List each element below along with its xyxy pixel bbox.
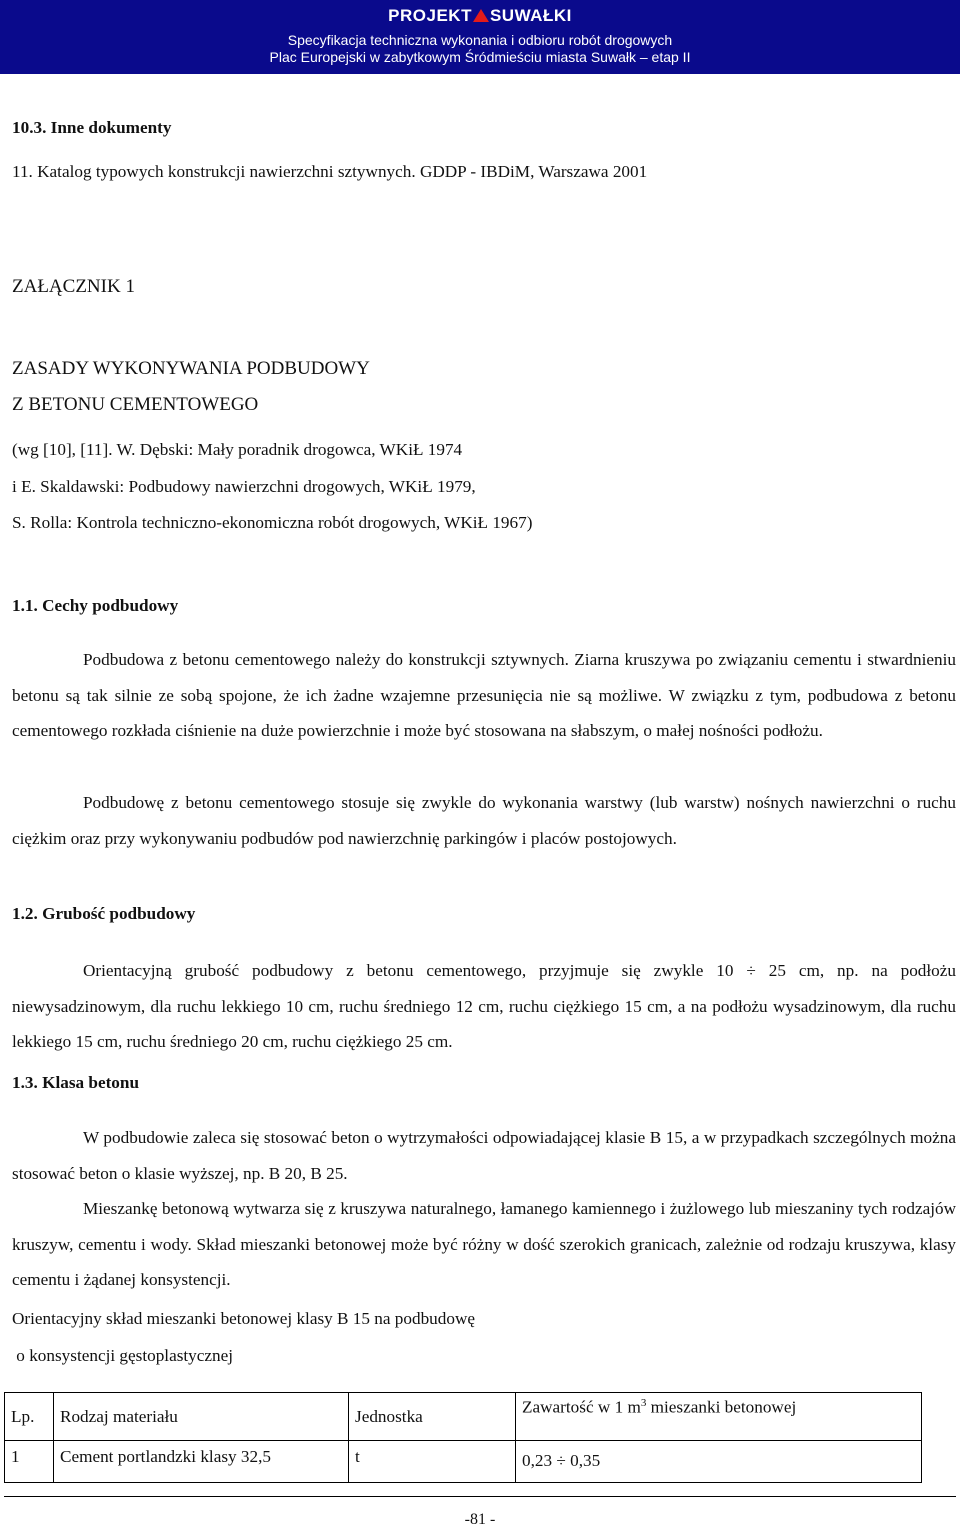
- section-heading-1-3: 1.3. Klasa betonu: [12, 1073, 140, 1092]
- table-caption: Orientacyjny skład mieszanki betonowej klasy B 15 na podbudowę: [12, 1309, 476, 1328]
- source-reference: (wg [10], [11]. W. Dębski: Mały poradnik drogowca, WKiŁ 1974: [12, 440, 463, 459]
- document-header: [0, 0, 960, 74]
- annex-title: ZAŁĄCZNIK 1: [12, 276, 135, 297]
- paragraph: [12, 642, 956, 749]
- roof-logo-icon: [473, 9, 489, 22]
- section-heading-1-2: 1.2. Grubość podbudowy: [12, 904, 196, 923]
- source-reference: i E. Skaldawski: Podbudowy nawierzchni drogowych, WKiŁ 1979,: [12, 477, 476, 496]
- table-header-cell: Rodzaj materiału: [54, 1393, 349, 1441]
- logo-text-right: SUWAŁKI: [489, 6, 572, 25]
- section-heading-10-3: 10.3. Inne dokumenty: [12, 118, 172, 137]
- table-header-row: [5, 1393, 922, 1441]
- table-caption-continued: o konsystencji gęstoplastycznej: [12, 1346, 234, 1365]
- section-heading-1-1: 1.1. Cechy podbudowy: [12, 596, 179, 615]
- paragraph-text: Orientacyjną grubość podbudowy z betonu cementowego, przyjmuje się zwykle 10 ÷ 25 cm, np. na podłożu niewysadzinowym, dla ruchu lekkiego 10 cm, ruchu średniego 12 cm, ruchu ciężkiego 15 cm, a na podłożu wysadzinowym, dla ruchu lekkiego 15 cm, ruchu średniego 20 cm, ruchu ciężkiego 25 cm.: [12, 961, 956, 1051]
- annex-subtitle-line2: Z BETONU CEMENTOWEGO: [12, 394, 259, 415]
- source-reference: S. Rolla: Kontrola techniczno-ekonomiczna robót drogowych, WKiŁ 1967): [12, 513, 533, 532]
- header-project-title: Plac Europejski w zabytkowym Śródmieściu miasta Suwałk – etap II: [269, 49, 691, 65]
- table-cell: 0,23 ÷ 0,35: [516, 1441, 922, 1483]
- superscript: 3: [640, 1397, 647, 1409]
- header-content-label-suffix: mieszanki betonowej: [646, 1397, 797, 1417]
- header-content-label: Zawartość w 1 m: [522, 1397, 641, 1417]
- table-row: [5, 1441, 922, 1483]
- table-cell: t: [349, 1441, 516, 1483]
- paragraph: [12, 785, 956, 856]
- paragraph: [12, 1191, 956, 1298]
- table-header-cell: [516, 1393, 922, 1441]
- paragraph: [12, 953, 956, 1060]
- table-header-cell: Jednostka: [349, 1393, 516, 1441]
- logo-text-left: PROJEKT: [388, 6, 472, 25]
- paragraph-text: Podbudowę z betonu cementowego stosuje się zwykle do wykonania warstwy (lub warstw) nośnych nawierzchni o ruchu ciężkim oraz przy wykonywaniu podbudów pod nawierzchnię parkingów i placów postojowych.: [12, 793, 956, 848]
- company-logo: [0, 5, 960, 27]
- paragraph-text: Podbudowa z betonu cementowego należy do konstrukcji sztywnych. Ziarna kruszywa po związaniu cementu i stwardnieniu betonu są tak silnie ze sobą spojone, że ich żadne wzajemne przesunięcia nie są możliwe. W związku z tym, podbudowa z betonu cementowego rozkłada ciśnienie na duże powierzchnie i może być stosowana na słabszym, o małej nośności podłożu.: [12, 650, 956, 740]
- table-cell: Cement portlandzki klasy 32,5: [54, 1441, 349, 1483]
- reference-item-11: 11. Katalog typowych konstrukcji nawierzchni sztywnych. GDDP - IBDiM, Warszawa 2001: [12, 162, 648, 181]
- table-header-cell: Lp.: [5, 1393, 54, 1441]
- table-cell: 1: [5, 1441, 54, 1483]
- paragraph: [12, 1120, 956, 1191]
- concrete-mix-table: [4, 1392, 922, 1483]
- paragraph-text: W podbudowie zaleca się stosować beton o wytrzymałości odpowiadającej klasie B 15, a w przypadkach szczególnych można stosować beton o klasie wyższej, np. B 20, B 25.: [12, 1128, 956, 1183]
- footer-rule: [4, 1496, 956, 1497]
- annex-subtitle-line1: ZASADY WYKONYWANIA PODBUDOWY: [12, 358, 370, 379]
- header-spec-title: Specyfikacja techniczna wykonania i odbioru robót drogowych: [287, 32, 673, 48]
- page-number: -81 -: [464, 1511, 496, 1528]
- paragraph-text: Mieszankę betonową wytwarza się z kruszywa naturalnego, łamanego kamiennego i żużlowego lub mieszaniny tych rodzajów kruszyw, cementu i wody. Skład mieszanki betonowej może być różny w dość szerokich granicach, zależnie od rodzaju kruszywa, klasy cementu i żądanej konsystencji.: [12, 1199, 956, 1289]
